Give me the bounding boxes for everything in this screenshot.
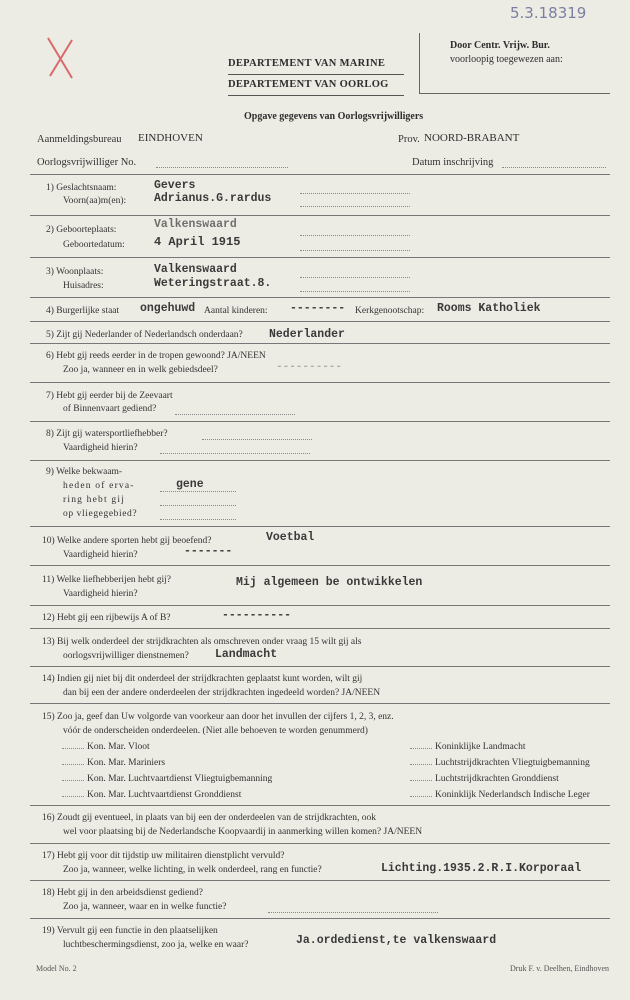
- section-divider: [30, 628, 610, 629]
- q5-label: 5) Zijt gij Nederlander of Nederlandsch onderdaan?: [46, 330, 243, 340]
- q9-label-3: ring hebt gij: [63, 495, 126, 505]
- q2-line-2: [300, 250, 410, 251]
- province-value: NOORD-BRABANT: [424, 132, 520, 144]
- section-divider: [30, 843, 610, 844]
- q15-left-option-0: [62, 741, 150, 754]
- q12-value: ----------: [222, 609, 292, 622]
- header-divider-2: [228, 95, 404, 96]
- section-divider: [30, 343, 610, 344]
- section-divider: [30, 215, 610, 216]
- form-subtitle: Opgave gegevens van Oorlogsvrijwilligers: [244, 111, 424, 122]
- q6-label-tropics: 6) Hebt gij reeds eerder in de tropen gewoond? JA/NEEN: [46, 351, 266, 361]
- q17-label-2: Zoo ja, wanneer, welke lichting, in welk onderdeel, rang en functie?: [63, 865, 322, 875]
- rank-blank[interactable]: [410, 764, 432, 765]
- q15-left-option-1: [62, 757, 165, 770]
- q2-label-birthplace: 2) Geboorteplaats:: [46, 225, 117, 235]
- section-divider: [30, 805, 610, 806]
- section-divider: [30, 605, 610, 606]
- q9-label-2: heden of erva-: [63, 481, 135, 491]
- q14-label-1: 14) Indien gij niet bij dit onderdeel der strijdkrachten geplaatst kunt worden, wilt gij: [42, 674, 363, 684]
- q17-value: Lichting.1935.2.R.I.Korporaal: [381, 862, 582, 875]
- option-label: Koninklijke Landmacht: [435, 742, 526, 752]
- section-divider: [30, 421, 610, 422]
- footer-printer: Druk F. v. Deelhen, Eindhoven: [510, 964, 610, 973]
- q8-line: [202, 439, 312, 440]
- q9-value: gene: [176, 478, 204, 491]
- q7-line: [175, 414, 295, 415]
- q3-line-2: [300, 291, 410, 292]
- province-label: Prov.: [398, 134, 420, 145]
- q19-label-1: 19) Vervult gij een functie in den plaatselijken: [42, 926, 218, 936]
- pencil-reference-number: 5.3.18319: [510, 4, 587, 22]
- q18-line: [268, 912, 438, 913]
- volunteer-number-line: [156, 167, 288, 168]
- section-divider: [30, 257, 610, 258]
- q1-line-2: [300, 206, 410, 207]
- q5-value: Nederlander: [269, 328, 345, 341]
- option-label: Koninklijk Nederlandsch Indische Leger: [435, 790, 590, 800]
- q11-value: Mij algemeen be ontwikkelen: [236, 576, 423, 589]
- section-divider: [30, 526, 610, 527]
- q18-label-1: 18) Hebt gij in den arbeidsdienst gediend?: [42, 888, 203, 898]
- option-label: Luchtstrijdkrachten Gronddienst: [435, 774, 559, 784]
- q14-label-2: dan bij een der andere onderdeelen der strijdkrachten ingedeeld worden? JA/NEEN: [63, 688, 381, 698]
- q9-label-4: op vliegegebied?: [63, 509, 138, 519]
- q10-label-sports: 10) Welke andere sporten hebt gij beoefend?: [42, 536, 212, 546]
- q2-birthplace-value: Valkenswaard: [154, 218, 237, 231]
- option-label: Kon. Mar. Mariniers: [87, 758, 166, 768]
- q15-right-option-1: [410, 757, 590, 770]
- section-divider: [30, 174, 610, 175]
- bureau-value: EINDHOVEN: [138, 132, 203, 144]
- q13-label-2: oorlogsvrijwilliger dienstnemen?: [63, 651, 189, 661]
- q11-label-hobbies: 11) Welke liefhebberijen hebt gij?: [42, 575, 172, 585]
- q8-label-skill: Vaardigheid hierin?: [63, 443, 138, 453]
- q10-sports-value: Voetbal: [266, 531, 315, 544]
- q4-label-civil-status: 4) Burgerlijke staat: [46, 306, 120, 316]
- q4-label-children: Aantal kinderen:: [204, 306, 268, 316]
- q16-label-1: 16) Zoudt gij eventueel, in plaats van bij een der onderdeelen van de strijdkrachten, ook: [42, 813, 376, 823]
- q19-label-2: luchtbeschermingsdienst, zoo ja, welke en waar?: [63, 940, 249, 950]
- registration-date-line: [502, 167, 606, 168]
- q10-skill-value: -------: [184, 545, 233, 558]
- q15-right-option-2: [410, 773, 559, 786]
- red-cross-mark: [42, 34, 78, 82]
- q3-label-address: Huisadres:: [63, 281, 104, 291]
- header-line-1: DEPARTEMENT VAN MARINE: [228, 58, 386, 69]
- q15-label-1: 15) Zoo ja, geef dan Uw volgorde van voorkeur aan door het invullen der cijfers 1, 2, 3, enz.: [42, 712, 394, 722]
- option-label: Kon. Mar. Luchtvaartdienst Gronddienst: [87, 790, 242, 800]
- q11-label-skill: Vaardigheid hierin?: [63, 589, 138, 599]
- section-divider: [30, 297, 610, 298]
- bureau-label: Aanmeldingsbureau: [37, 134, 122, 145]
- q1-surname-value: Gevers: [154, 179, 196, 192]
- rank-blank[interactable]: [62, 748, 84, 749]
- q15-label-2: vóór de onderscheiden onderdeelen. (Niet alle behoeven te worden genummerd): [63, 726, 368, 736]
- option-label: Kon. Mar. Vloot: [87, 742, 150, 752]
- q17-label-1: 17) Hebt gij voor dit tijdstip uw militairen dienstplicht vervuld?: [42, 851, 285, 861]
- q3-residence-value: Valkenswaard: [154, 263, 237, 276]
- q12-label: 12) Hebt gij een rijbewijs A of B?: [42, 613, 171, 623]
- footer-model-number: Model No. 2: [36, 964, 77, 973]
- assignment-box-line-1: Door Centr. Vrijw. Bur.: [450, 40, 550, 51]
- q8-line-2: [160, 453, 310, 454]
- option-label: Luchtstrijdkrachten Vliegtuigbemanning: [435, 758, 590, 768]
- section-divider: [30, 460, 610, 461]
- rank-blank[interactable]: [62, 764, 84, 765]
- rank-blank[interactable]: [410, 796, 432, 797]
- header-divider: [228, 74, 404, 75]
- rank-blank[interactable]: [62, 796, 84, 797]
- section-divider: [30, 703, 610, 704]
- q1-label-firstnames: Voorn(aa)m(en):: [63, 196, 127, 206]
- section-divider: [30, 918, 610, 919]
- option-label: Kon. Mar. Luchtvaartdienst Vliegtuigbemanning: [87, 774, 273, 784]
- q4-children-value: --------: [290, 302, 346, 315]
- volunteer-number-label: Oorlogsvrijwilliger No.: [37, 157, 137, 168]
- q1-line: [300, 193, 410, 194]
- q6-label-when: Zoo ja, wanneer en in welk gebiedsdeel?: [63, 365, 218, 375]
- header-line-2: DEPARTEMENT VAN OORLOG: [228, 79, 389, 90]
- section-divider: [30, 880, 610, 881]
- q15-right-option-3: [410, 789, 590, 802]
- q8-label-watersport: 8) Zijt gij watersportliefhebber?: [46, 429, 168, 439]
- q6-when-value: ----------: [276, 361, 343, 373]
- q15-left-option-3: [62, 789, 241, 802]
- q1-firstnames-value: Adrianus.G.rardus: [154, 192, 272, 205]
- q13-value: Landmacht: [215, 648, 278, 661]
- q7-label-inland: of Binnenvaart gediend?: [63, 404, 157, 414]
- section-divider: [30, 321, 610, 322]
- q2-line: [300, 235, 410, 236]
- rank-blank[interactable]: [410, 748, 432, 749]
- q2-birthdate-value: 4 April 1915: [154, 235, 241, 249]
- registration-date-label: Datum inschrijving: [412, 157, 494, 168]
- section-divider: [30, 666, 610, 667]
- q9-label-1: 9) Welke bekwaam-: [46, 467, 123, 477]
- q15-left-option-2: [62, 773, 272, 786]
- section-divider: [30, 382, 610, 383]
- q15-right-option-0: [410, 741, 526, 754]
- rank-blank[interactable]: [62, 780, 84, 781]
- q13-label-1: 13) Bij welk onderdeel der strijdkrachten als omschreven onder vraag 15 wilt gij als: [42, 637, 362, 647]
- q2-label-birthdate: Geboortedatum:: [63, 240, 125, 250]
- q9-line: [160, 491, 236, 492]
- q16-label-2: wel voor plaatsing bij de Nederlandsche Koopvaardij in aanmerking willen komen? JA/NEEN: [63, 827, 423, 837]
- q3-line: [300, 277, 410, 278]
- q1-label-surname: 1) Geslachtsnaam:: [46, 183, 117, 193]
- q18-label-2: Zoo ja, wanneer, waar en in welke functie?: [63, 902, 227, 912]
- q9-line-3: [160, 519, 236, 520]
- q3-address-value: Weteringstraat.8.: [154, 277, 272, 290]
- q4-religion-value: Rooms Katholiek: [437, 302, 541, 315]
- q7-label-seafaring: 7) Hebt gij eerder bij de Zeevaart: [46, 391, 173, 401]
- q4-civil-status-value: ongehuwd: [140, 302, 196, 315]
- q3-label-residence: 3) Woonplaats:: [46, 267, 104, 277]
- section-divider: [30, 565, 610, 566]
- q10-label-skill: Vaardigheid hierin?: [63, 550, 138, 560]
- q4-label-religion: Kerkgenootschap:: [355, 306, 425, 316]
- assignment-box-line-2: voorloopig toegewezen aan:: [450, 54, 563, 65]
- rank-blank[interactable]: [410, 780, 432, 781]
- q19-value: Ja.ordedienst,te valkenswaard: [296, 934, 497, 947]
- q9-line-2: [160, 505, 236, 506]
